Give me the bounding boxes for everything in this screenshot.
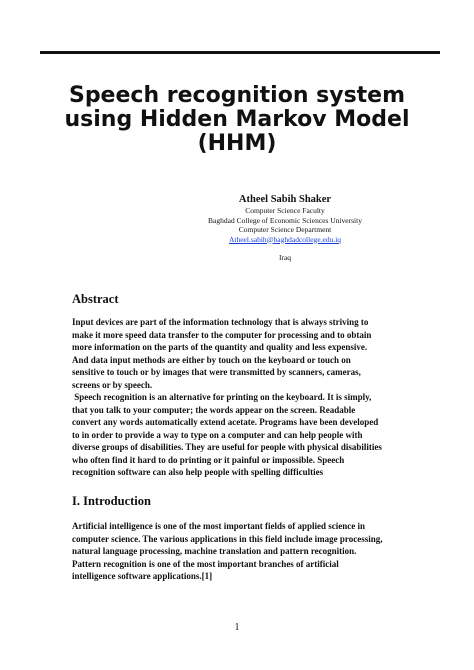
paper-title	[40, 84, 434, 156]
abstract-line: recognition software can also help people with spelling difficulties	[72, 467, 324, 477]
abstract-line: more information on the parts of the quantity and quality and less expensive.	[72, 342, 368, 352]
title-line: Speech recognition system	[68, 83, 406, 108]
author-email-link[interactable]: Atheel.sabih@baghdadcollege.edu.iq	[228, 234, 342, 244]
introduction-line: intelligence software applications.[1]	[72, 571, 213, 581]
abstract-line: who often find it hard to do printing or it painful or impossible. Speech	[72, 454, 345, 465]
abstract-line: convert any words automatically extend acetate. Programs have been developed	[72, 417, 379, 427]
abstract-line: screens or by speech.	[72, 379, 153, 390]
introduction-line: Pattern recognition is one of the most important branches of artificial	[72, 558, 339, 569]
abstract-line: And data input methods are either by touch on the keyboard or touch on	[72, 354, 351, 365]
introduction-line: computer science. The various applications in this field include image processing,	[72, 533, 383, 544]
author-country: Iraq	[278, 253, 292, 262]
title-line: using Hidden Markov Model	[64, 107, 410, 132]
author-name: Atheel Sabih Shaker	[238, 194, 332, 205]
top-rule	[40, 51, 440, 54]
abstract-line: Input devices are part of the information technology that is always striving to	[72, 317, 369, 327]
abstract-heading: Abstract	[72, 292, 119, 306]
affiliation-line: Computer Science Faculty	[245, 206, 325, 215]
abstract-line: sensitive to touch or by images that were transmitted by scanners, cameras,	[72, 367, 361, 377]
introduction-heading: I. Introduction	[72, 494, 151, 508]
abstract-line: that you talk to your computer; the words appear on the screen. Readable	[72, 404, 356, 415]
affiliation-line: Baghdad College of Economic Sciences University	[208, 215, 362, 225]
abstract-line: make it more speed data transfer to the computer for processing and to obtain	[72, 329, 372, 340]
introduction-line: natural language processing, machine translation and pattern recognition.	[72, 546, 357, 556]
abstract-body	[72, 316, 412, 479]
abstract-line: diverse groups of disabilities. They are useful for people with physical disabilities	[72, 442, 382, 452]
introduction-body	[72, 520, 412, 583]
abstract-line: to in order to provide a way to type on a computer and can help people with	[72, 429, 363, 440]
author-block	[160, 193, 410, 263]
abstract-line: Speech recognition is an alternative for printing on the keyboard. It is simply,	[72, 392, 372, 402]
introduction-line: Artificial intelligence is one of the most important fields of applied science in	[72, 521, 365, 531]
title-line: (HHM)	[197, 131, 277, 156]
affiliation-line: Computer Science Department	[238, 225, 332, 234]
page-number: 1	[234, 622, 240, 633]
